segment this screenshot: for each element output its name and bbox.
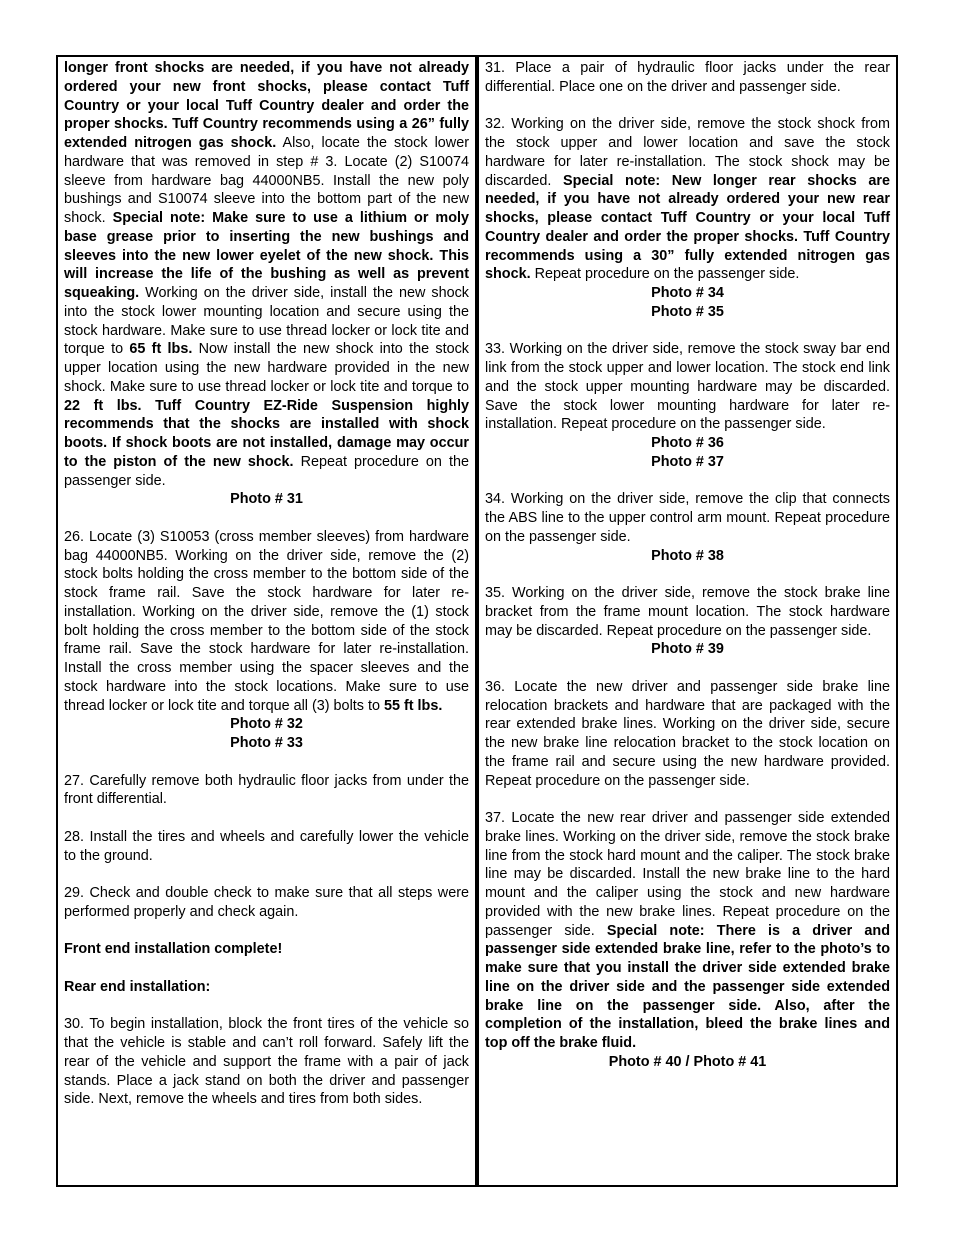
photo-label-31: Photo # 31 bbox=[230, 491, 303, 508]
text-run: Special note: There is a driver and passenger side extended brake line, refer to the photo’s to make sure that you install the driver side extended brake line on the driver side and the passenger side extended brake line on the passenger side. Also, after the completion of the installation, bleed the brake lines and top off the brake fluid. bbox=[485, 922, 890, 1051]
text-run: Also, locate the stock lower hardware that was removed in step # 3. Locate (2) S10074 sleeve from hardware bag 44000NB5. Install the new poly bushings and S10074 sleeve into the bottom part of the new shock. bbox=[64, 135, 469, 226]
left-column bbox=[64, 59, 469, 1109]
step-29: 29. Check and double check to make sure that all steps were performed properly and check again. bbox=[64, 885, 469, 920]
text-run: Working on the driver side, install the new shock into the stock lower mounting location and secure using the stock hardware. Make sure to use thread locker or lock tite and torque to bbox=[64, 285, 469, 358]
column-divider bbox=[475, 55, 479, 1187]
text-run: Repeat procedure on the passenger side. bbox=[530, 266, 800, 283]
step-25-continued bbox=[64, 59, 469, 490]
photo-label-39: Photo # 39 bbox=[651, 641, 724, 658]
text-run: longer front shocks are needed, if you have not already ordered your new front shocks, please contact Tuff Country or your local Tuff Country dealer and order the proper shocks. Tuff Country recommends using a 26” fully extended nitrogen gas shock. bbox=[64, 60, 469, 151]
rear-end-heading: Rear end installation: bbox=[64, 978, 211, 995]
step-33: 33. Working on the driver side, remove the stock sway bar end link from the stock upper and lower location. The stock end link and the stock upper mounting hardware may be discarded. Save the stock lower mounting hardware for later re-installation. Repeat procedure on the passenger side. bbox=[485, 341, 890, 433]
text-run: 26. Locate (3) S10053 (cross member sleeves) from hardware bag 44000NB5. Working on the driver side, remove the (2) stock bolts holding the cross member to the bottom side of the stock frame rail. Save the stock hardware for later re-installation. Working on the driver side, remove the (1) stock bolt holding the cross member to the bottom side of the stock frame rail. Save the stock hardware for later re-installation. Install the cross member using the spacer sleeves and the stock hardware into the stock locations. Make sure to use thread locker or lock tite and torque all (3) bolts to bbox=[64, 528, 469, 714]
text-run: 65 ft lbs. bbox=[129, 341, 193, 358]
step-37 bbox=[485, 809, 890, 1053]
photo-label-37: Photo # 37 bbox=[651, 453, 724, 470]
photo-label-34: Photo # 34 bbox=[651, 285, 724, 301]
photo-label-35: Photo # 35 bbox=[651, 303, 724, 320]
step-26 bbox=[64, 528, 469, 716]
text-run: Now install the new shock into the stock upper location using the new hardware provided in the new shock. Make sure to use thread locker or lock tite and torque to bbox=[64, 341, 469, 395]
step-32 bbox=[485, 115, 890, 284]
right-column bbox=[485, 59, 890, 1072]
step-27: 27. Carefully remove both hydraulic floor jacks from under the front differential. bbox=[64, 772, 469, 808]
text-run: 22 ft lbs. Tuff Country EZ-Ride Suspension highly recommends that the shocks are installed with shock boots. If shock boots are not installed, damage may occur to the piston of the new shock. bbox=[64, 397, 469, 470]
photo-label-36: Photo # 36 bbox=[651, 435, 724, 451]
step-28: 28. Install the tires and wheels and carefully lower the vehicle to the ground. bbox=[64, 828, 469, 864]
text-run: Special note: Make sure to use a lithium or moly base grease prior to inserting the new bushings and sleeves into the new lower eyelet of the new shock. This will increase the life of the bushing as well as prevent squeaking. bbox=[64, 210, 470, 301]
photo-label-38: Photo # 38 bbox=[651, 547, 724, 564]
text-run: 55 ft lbs. bbox=[383, 697, 443, 714]
text-run: Special note: New longer rear shocks are needed, if you have not already ordered your new rear shocks, please contact Tuff Country or your local Tuff Country dealer and order the proper shocks. Tuff Country recommends using a 30” fully extended nitrogen gas shock. bbox=[485, 172, 890, 283]
step-31: 31. Place a pair of hydraulic floor jacks under the rear differential. Place one on the driver and passenger side. bbox=[485, 60, 890, 95]
photo-label-40-41: Photo # 40 / Photo # 41 bbox=[608, 1053, 767, 1070]
step-30: 30. To begin installation, block the front tires of the vehicle so that the vehicle is stable and can’t roll forward. Safely lift the rear of the vehicle and support the frame with a pair of jack stands. Place a jack stand on both the driver and passenger side. Next, remove the wheels and tires from both sides. bbox=[64, 1016, 469, 1108]
text-run: 32. Working on the driver side, remove the stock shock from the stock upper and lower location and save the stock hardware for later re-installation. The stock shock may be discarded. bbox=[485, 116, 890, 189]
text-run: Repeat procedure on the passenger side. bbox=[64, 453, 469, 489]
step-34: 34. Working on the driver side, remove the clip that connects the ABS line to the upper control arm mount. Repeat procedure on the passenger side. bbox=[485, 491, 890, 545]
step-36: 36. Locate the new driver and passenger side brake line relocation brackets and hardware that are packaged with the rear extended brake lines. Working on the driver side, secure the new brake line relocation bracket to the stock location on the frame rail and secure using the new hardware provided. Repeat procedure on the passenger side. bbox=[485, 678, 890, 789]
text-run: 37. Locate the new rear driver and passenger side extended brake lines. Working on the driver side, remove the stock brake line from the stock hard mount and the caliper. The stock brake line may be discarded. Install the new brake line to the hard mount and the caliper using the stock and new hardware provided with the new brake lines. Repeat procedure on the passenger side. bbox=[485, 810, 890, 939]
photo-label-33: Photo # 33 bbox=[230, 735, 303, 751]
photo-label-32: Photo # 32 bbox=[230, 716, 303, 733]
front-end-complete-heading: Front end installation complete! bbox=[64, 941, 283, 958]
step-35: 35. Working on the driver side, remove the stock brake line bracket from the frame mount location. The stock hardware may be discarded. Repeat procedure on the passenger side. bbox=[485, 585, 890, 639]
